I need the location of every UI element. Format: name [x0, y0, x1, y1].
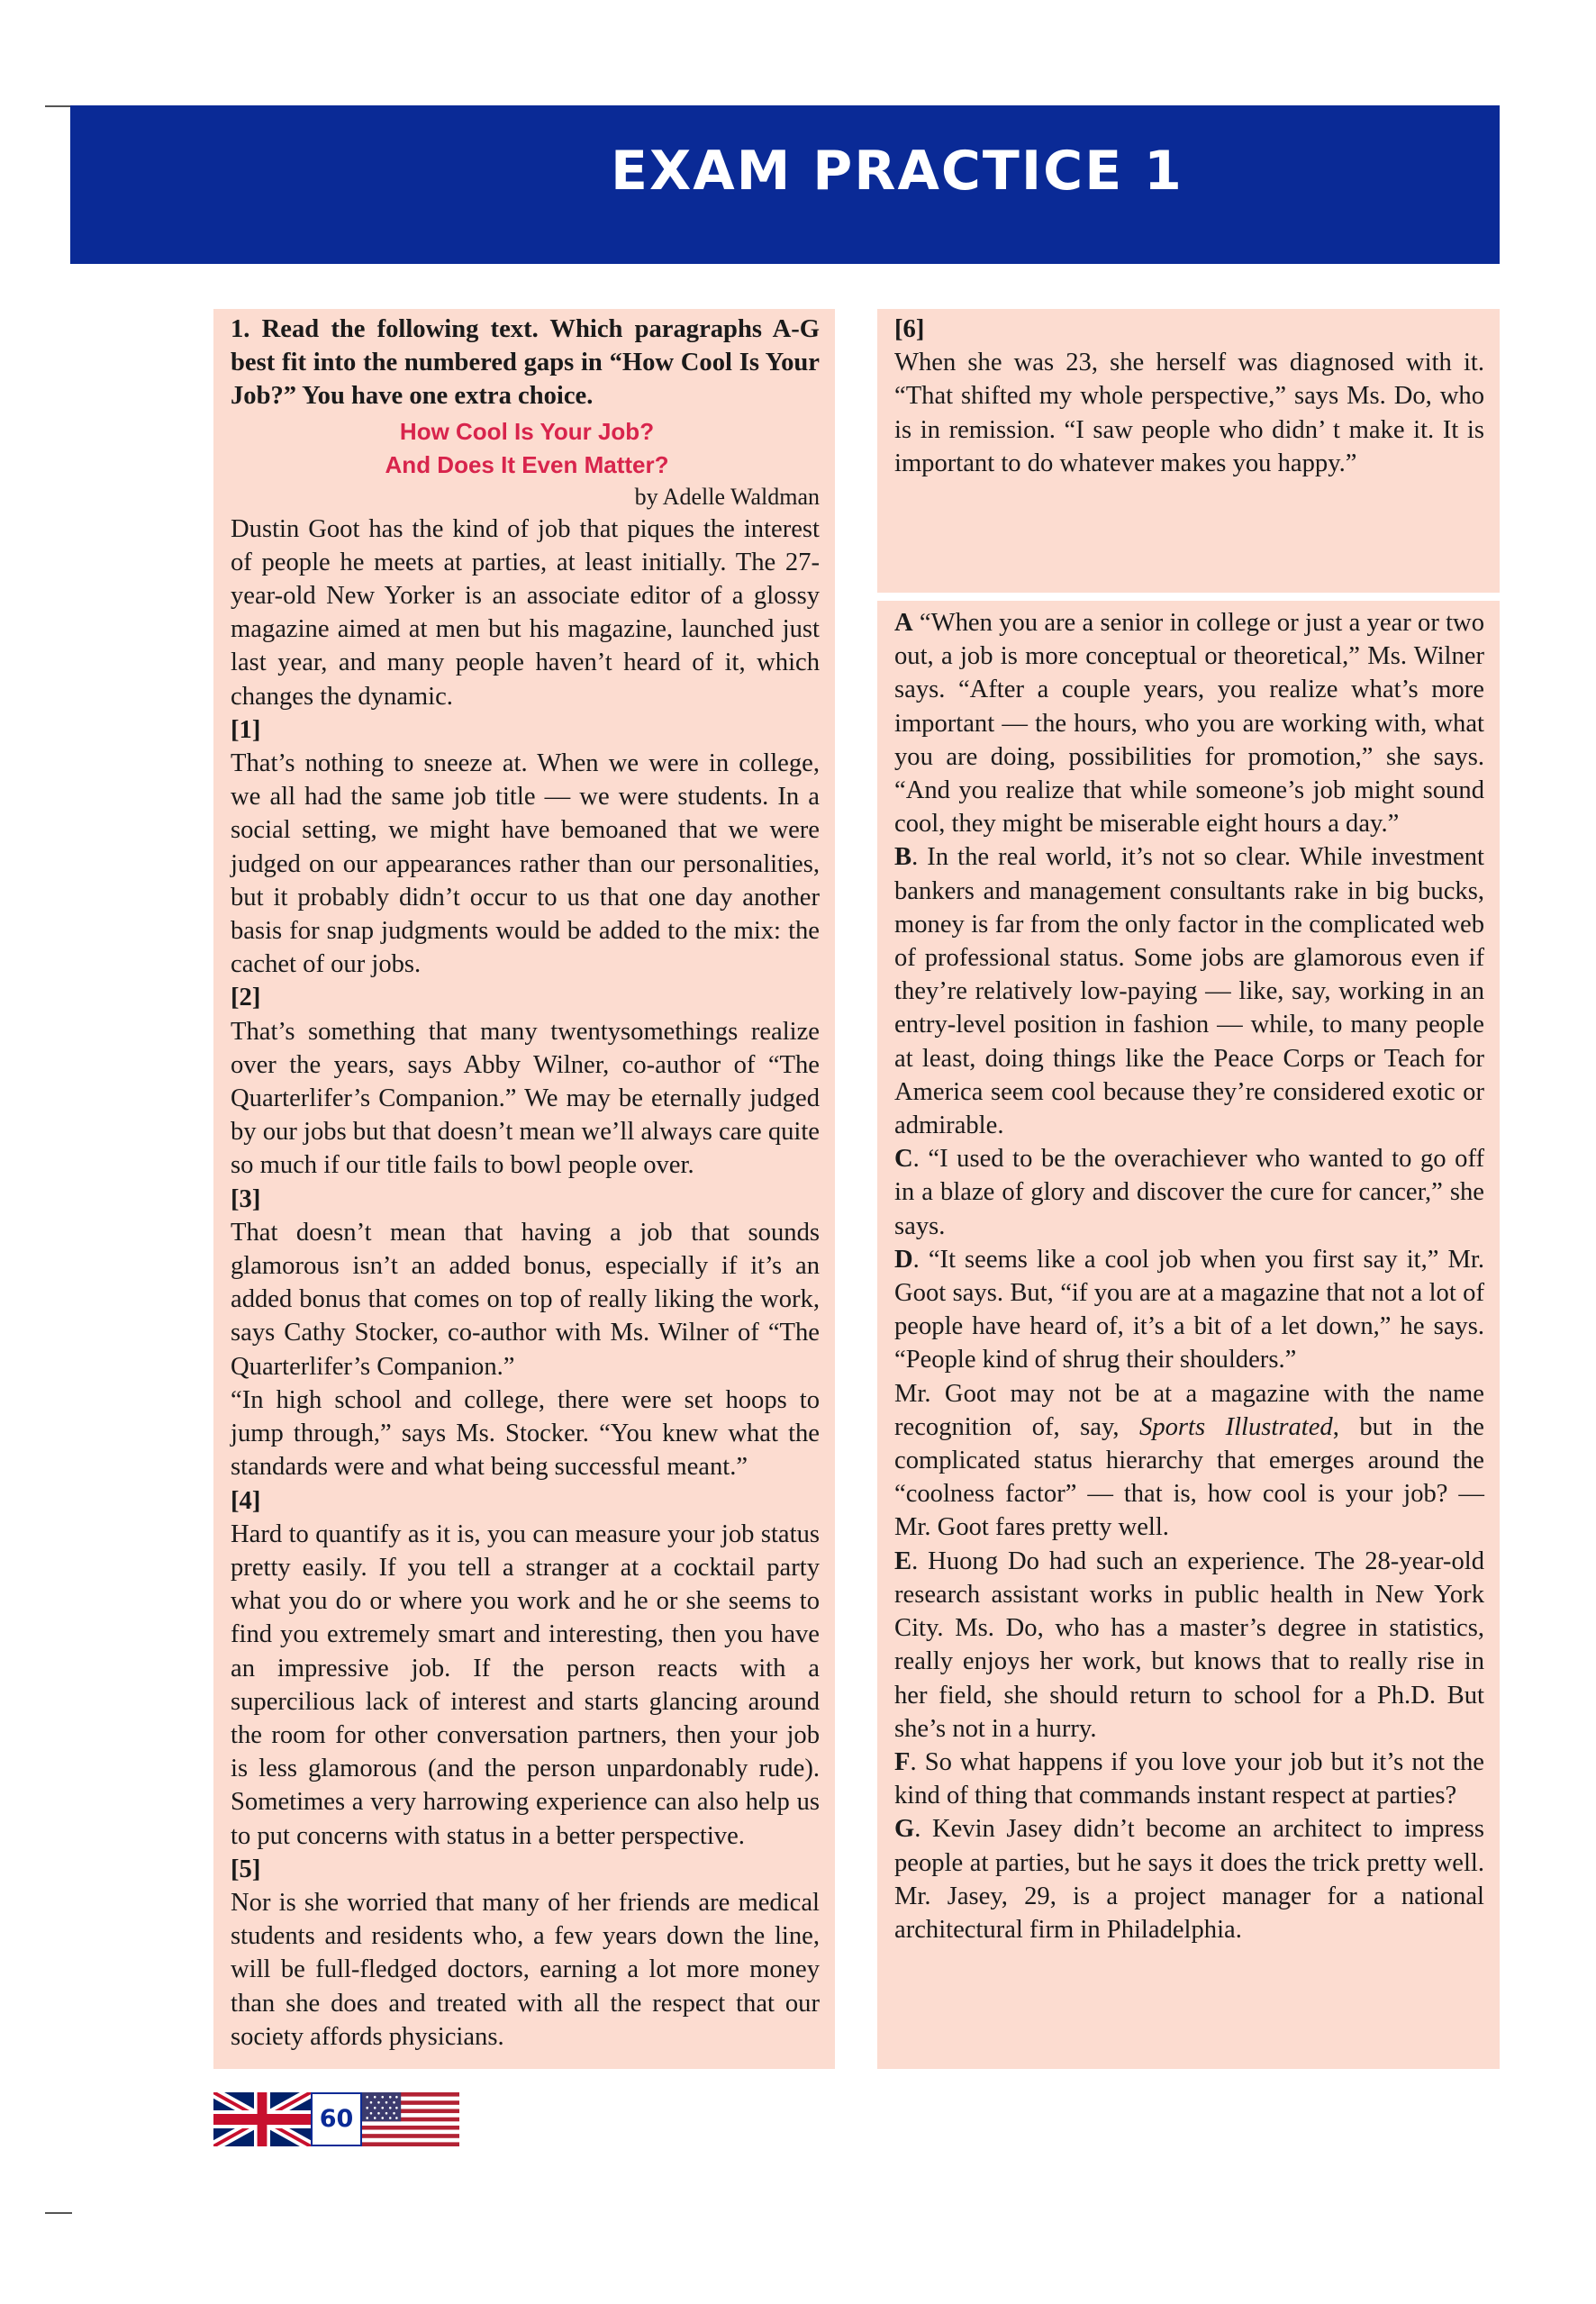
section-header: [70, 105, 1500, 264]
left-column: [213, 309, 835, 2069]
page-title: EXAM PRACTICE 1: [611, 140, 1183, 203]
option-letter-a: A: [894, 609, 913, 637]
option-d-cont-before: Mr. Goot may not be at a magazine with the name recognition of, say,: [894, 1379, 1484, 1441]
gap-marker-1: [1]: [231, 715, 261, 744]
article-paragraph-2: That’s something that many twentysomethings realize over the years, says Abby Wilner, co-author of “The Quarterlifer’s Companion.” We may be eternally judged by our jobs but that doesn’t mean we’ll always care quite so much if our title fails to bowl people over.: [231, 1017, 820, 1180]
article-paragraph-6: When she was 23, she herself was diagnosed with it. “That shifted my whole perspective,” says Ms. Do, who is in remission. “I saw people who didn’ t make it. It is important to do whatever makes you happy.”: [894, 349, 1484, 477]
option-g: [894, 1812, 1484, 1946]
option-text-a: “When you are a senior in college or just a year or two out, a job is more conceptual or theoretical,” Ms. Wilner says. “After a couple years, you realize what’s more important — the hours, who you are working with, what you are doing, possibilities for promotion,” she says. “And you realize that while someone’s job might sound cool, they might be miserable eight hours a day.”: [894, 609, 1484, 839]
option-letter-b: B: [894, 843, 912, 872]
article-paragraph-3b: “In high school and college, there were set hoops to jump through,” says Ms. Stocker. “You knew what the standards were and what being successful meant.”: [231, 1385, 820, 1482]
option-letter-c: C: [894, 1145, 913, 1174]
gap-marker-3: [3]: [231, 1184, 261, 1213]
gap-marker-4: [4]: [231, 1486, 261, 1515]
gap-marker-2: [2]: [231, 984, 261, 1012]
gap-marker-6: [6]: [894, 315, 925, 343]
option-text-b: . In the real world, it’s not so clear. While investment bankers and management consultants rake in big bucks, money is far from the only factor in the complicated web of professional status. Some jobs are glamorous even if they’re relatively low-paying — like, say, working in an entry-level position in fashion — while, to many people at least, doing things like the Peace Corps or Teach for America seem cool because they’re considered exotic or admirable.: [894, 843, 1484, 1140]
option-e: [894, 1545, 1484, 1746]
crop-mark-top: [45, 105, 72, 107]
article-title-line2: And Does It Even Matter?: [385, 450, 669, 478]
uk-flag-icon: [213, 2092, 311, 2146]
option-text-c: . “I used to be the overachiever who wanted to go off in a blaze of glory and discover the cure for cancer,” she says.: [894, 1145, 1484, 1240]
article-paragraph-1: That’s nothing to sneeze at. When we were in college, we all had the same job title — we were students. In a social setting, we might have bemoaned that we were judged on our appearances rather than our personalities, but it probably didn’t occur to us that one day another basis for snap judgments would be added to the mix: the cachet of our jobs.: [231, 749, 820, 979]
right-column-article-continued: [877, 309, 1500, 593]
crop-mark-bottom: [45, 2212, 72, 2214]
option-text-g: . Kevin Jasey didn’t become an architect to impress people at parties, but he says it does the trick pretty well. Mr. Jasey, 29, is a project manager for a national architectural firm in Philadelphia.: [894, 1815, 1484, 1944]
option-text-d: . “It seems like a cool job when you first say it,” Mr. Goot says. But, “if you are at a magazine that not a lot of people have heard of, it’s a bit of a let down,” he says. “People kind of shrug their shoulders.”: [894, 1245, 1484, 1374]
option-a: [894, 606, 1484, 840]
option-d: [894, 1243, 1484, 1377]
article-paragraph-4: Hard to quantify as it is, you can measure your job status pretty easily. If you tell a stranger at a cocktail party what you do or where you work and he or she seems to find you extremely smart and interesting, then you have an impressive job. If the person reacts with a supercilious lack of interest and starts glancing around the room for other conversation partners, then your job is less glamorous (and the person unpardonably rude). Sometimes a very harrowing experience can also help us to put concerns with status in a better perspective.: [231, 1519, 820, 1850]
option-text-f: . So what happens if you love your job but it’s not the kind of thing that commands instant respect at parties?: [894, 1747, 1484, 1810]
option-letter-g: G: [894, 1815, 915, 1844]
article-byline: by Adelle Waldman: [634, 483, 820, 510]
task-instruction: 1. Read the following text. Which paragraphs A-G best fit into the numbered gaps in “How Cool Is Your Job?” You have one extra choice.: [231, 315, 820, 411]
article-title-line1: How Cool Is Your Job?: [399, 417, 655, 445]
option-letter-d: D: [894, 1245, 913, 1274]
page-number: 60: [311, 2092, 362, 2146]
option-d-continued: [894, 1377, 1484, 1545]
option-f: [894, 1746, 1484, 1812]
magazine-name: Sports Illustrated: [1139, 1412, 1333, 1441]
option-text-e: . Huong Do had such an experience. The 28-year-old research assistant works in public health in New York City. Ms. Do, who has a master’s degree in statistics, really enjoys her work, but knows that to really rise in her field, she should return to school for a Ph.D. But she’s not in a hurry.: [894, 1547, 1484, 1743]
option-b: [894, 840, 1484, 1142]
gap-marker-5: [5]: [231, 1855, 261, 1883]
option-letter-e: E: [894, 1547, 912, 1575]
option-letter-f: F: [894, 1747, 911, 1776]
us-flag-icon: [362, 2092, 459, 2146]
option-c: [894, 1142, 1484, 1243]
option-d-cont-after: , but in the complicated status hierarchy that emerges around the “coolness factor” — that is, how cool is your job? — Mr. Goot fares pretty well.: [894, 1412, 1484, 1542]
article-title: [231, 415, 820, 482]
options-panel: [877, 601, 1500, 2069]
article-paragraph-5: Nor is she worried that many of her friends are medical students and residents who, a few years down the line, will be full-fledged doctors, earning a lot more money than she does and treated with all the respect that our society affords physicians.: [231, 1888, 820, 2051]
article-intro: Dustin Goot has the kind of job that piques the interest of people he meets at parties, at least initially. The 27-year-old New Yorker is an associate editor of a glossy magazine aimed at men but his magazine, launched just last year, and many people haven’t heard of it, which changes the dynamic.: [231, 514, 820, 711]
article-paragraph-3a: That doesn’t mean that having a job that sounds glamorous isn’t an added bonus, especially if it’s an added bonus that comes on top of really liking the work, says Cathy Stocker, co-author with Ms. Wilner of “The Quarterlifer’s Companion.”: [231, 1218, 820, 1381]
